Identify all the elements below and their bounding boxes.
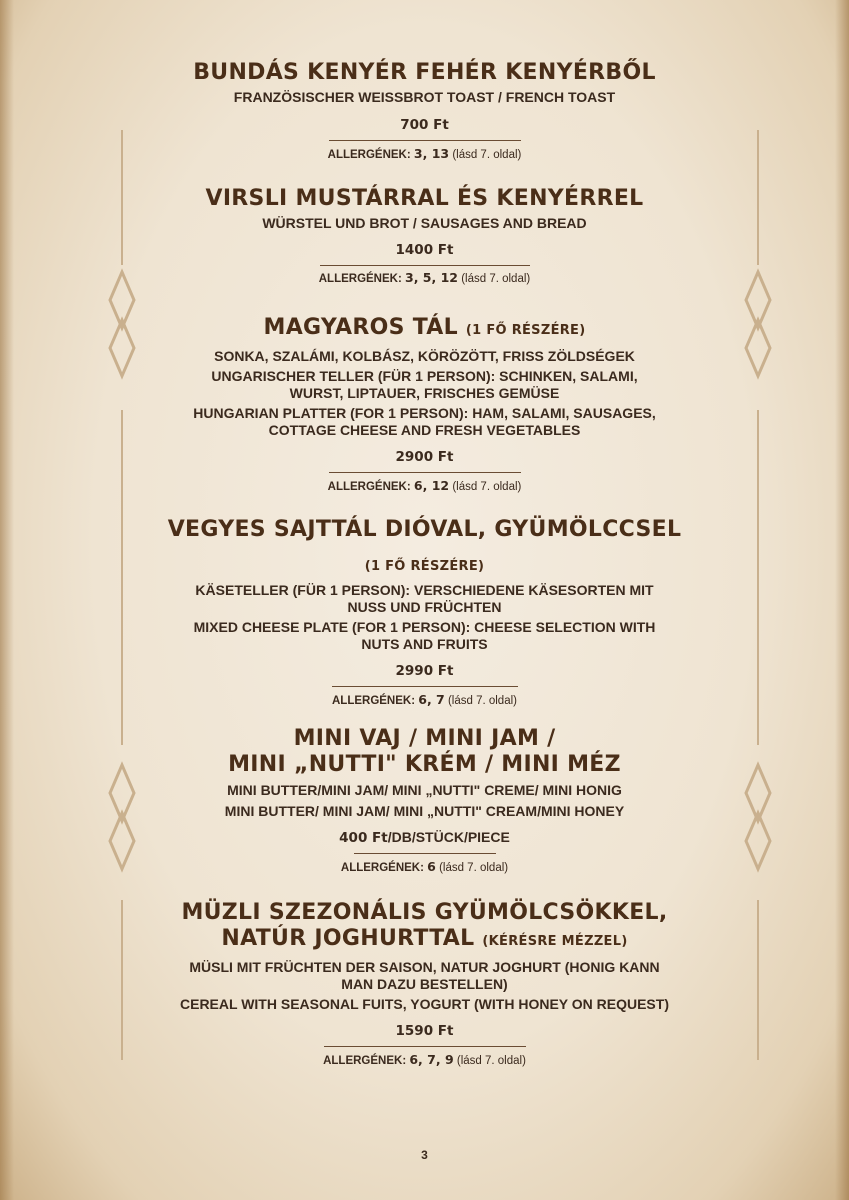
allergen-reference: (lásd 7. oldal) <box>447 695 517 707</box>
divider <box>320 265 530 266</box>
price-value: 1590 Ft <box>395 1023 454 1039</box>
allergen-info <box>150 271 699 286</box>
menu-item <box>150 900 699 1068</box>
allergen-reference: (lásd 7. oldal) <box>461 273 531 285</box>
paper-edge-left <box>0 0 14 1200</box>
divider <box>324 1046 526 1047</box>
price-value: 700 Ft <box>400 117 449 133</box>
allergen-label: ALLERGÉNEK: <box>331 695 416 707</box>
dish-description: FRANZÖSISCHER WEISSBROT TOAST / FRENCH TOAST <box>233 89 616 105</box>
dish-title-note: (1 FŐ RÉSZÉRE) <box>364 559 485 574</box>
allergen-reference: (lásd 7. oldal) <box>456 1055 526 1067</box>
menu-item <box>150 726 699 875</box>
allergen-info <box>150 479 699 494</box>
allergen-label: ALLERGÉNEK: <box>340 862 424 874</box>
dish-description: CEREAL WITH SEASONAL FUITS, YOGURT (WITH HONEY ON REQUEST) <box>180 996 669 1012</box>
dish-price <box>150 117 699 134</box>
dish-price <box>150 829 699 847</box>
dish-description: NUTS AND FRUITS <box>361 636 488 652</box>
price-value: 1400 Ft <box>395 242 454 258</box>
divider <box>332 686 518 687</box>
dish-price <box>150 1023 699 1040</box>
dish-description: COTTAGE CHEESE AND FRESH VEGETABLES <box>268 422 581 438</box>
menu-item <box>150 517 699 708</box>
allergen-info <box>150 1053 699 1068</box>
dish-price <box>150 663 699 680</box>
menu-item <box>150 60 699 162</box>
dish-description: WURST, LIPTAUER, FRISCHES GEMÜSE <box>289 385 560 401</box>
allergen-numbers: 6, 7 <box>418 692 445 707</box>
dish-description: NUSS UND FRÜCHTEN <box>347 599 502 615</box>
allergen-label: ALLERGÉNEK: <box>327 481 411 493</box>
menu-item <box>150 315 699 494</box>
allergen-info <box>150 693 699 708</box>
dish-title-note: (1 FŐ RÉSZÉRE) <box>465 323 586 338</box>
dish-description: MINI BUTTER/ MINI JAM/ MINI „NUTTI" CREAM/MINI HONEY <box>224 803 625 819</box>
divider <box>329 472 521 473</box>
dish-description: SONKA, SZALÁMI, KOLBÁSZ, KÖRÖZÖTT, FRISS ZÖLDSÉGEK <box>214 348 635 364</box>
price-unit: /DB/STÜCK/PIECE <box>387 829 510 845</box>
dish-description: MAN DAZU BESTELLEN) <box>341 976 508 992</box>
allergen-reference: (lásd 7. oldal) <box>452 149 522 161</box>
dish-title-note-row <box>150 551 699 580</box>
allergen-label: ALLERGÉNEK: <box>327 149 411 161</box>
allergen-label: ALLERGÉNEK: <box>323 1055 407 1067</box>
dish-price <box>150 242 699 259</box>
dish-title: BUNDÁS KENYÉR FEHÉR KENYÉRBŐL <box>193 60 656 85</box>
price-value: 400 Ft <box>339 830 388 846</box>
allergen-reference: (lásd 7. oldal) <box>452 481 522 493</box>
dish-title: MINI VAJ / MINI JAM / <box>293 726 556 751</box>
ornament-right <box>743 0 773 1200</box>
price-value: 2990 Ft <box>395 663 454 679</box>
dish-title-line2: MINI „NUTTI" KRÉM / MINI MÉZ <box>228 752 621 777</box>
dish-title-line2 <box>150 926 699 955</box>
dish-title-text: MAGYAROS TÁL <box>263 315 458 340</box>
divider <box>354 853 496 854</box>
divider <box>329 140 521 141</box>
paper-edge-right <box>835 0 849 1200</box>
allergen-info <box>150 147 699 162</box>
dish-price <box>150 449 699 466</box>
ornament-left <box>107 0 137 1200</box>
dish-description: KÄSETELLER (FÜR 1 PERSON): VERSCHIEDENE KÄSESORTEN MIT <box>195 582 654 598</box>
dish-description: WÜRSTEL UND BROT / SAUSAGES AND BREAD <box>262 215 587 231</box>
dish-description: MINI BUTTER/MINI JAM/ MINI „NUTTI" CREME/ MINI HONIG <box>227 782 622 798</box>
allergen-label: ALLERGÉNEK: <box>318 273 402 285</box>
dish-title-note: (KÉRÉSRE MÉZZEL) <box>482 934 628 949</box>
dish-title <box>150 315 699 344</box>
allergen-numbers: 6, 7, 9 <box>409 1052 454 1067</box>
allergen-numbers: 3, 5, 12 <box>405 270 458 285</box>
menu-item <box>150 186 699 286</box>
dish-description: UNGARISCHER TELLER (FÜR 1 PERSON): SCHINKEN, SALAMI, <box>211 368 638 384</box>
allergen-numbers: 6 <box>427 859 436 874</box>
dish-description: MÜSLI MIT FRÜCHTEN DER SAISON, NATUR JOGHURT (HONIG KANN <box>189 959 660 975</box>
dish-title-text: NATÚR JOGHURTTAL <box>221 926 475 951</box>
price-value: 2900 Ft <box>395 449 454 465</box>
page-number: 3 <box>421 1148 428 1162</box>
allergen-reference: (lásd 7. oldal) <box>439 862 509 874</box>
allergen-info <box>150 860 699 875</box>
dish-title: VIRSLI MUSTÁRRAL ÉS KENYÉRREL <box>205 186 644 211</box>
dish-description: HUNGARIAN PLATTER (FOR 1 PERSON): HAM, SALAMI, SAUSAGES, <box>193 405 656 421</box>
allergen-numbers: 6, 12 <box>413 478 450 493</box>
dish-title: MÜZLI SZEZONÁLIS GYÜMÖLCSÖKKEL, <box>181 900 668 925</box>
dish-title: VEGYES SAJTTÁL DIÓVAL, GYÜMÖLCCSEL <box>167 517 682 542</box>
dish-description: MIXED CHEESE PLATE (FOR 1 PERSON): CHEESE SELECTION WITH <box>193 619 656 635</box>
allergen-numbers: 3, 13 <box>413 146 450 161</box>
